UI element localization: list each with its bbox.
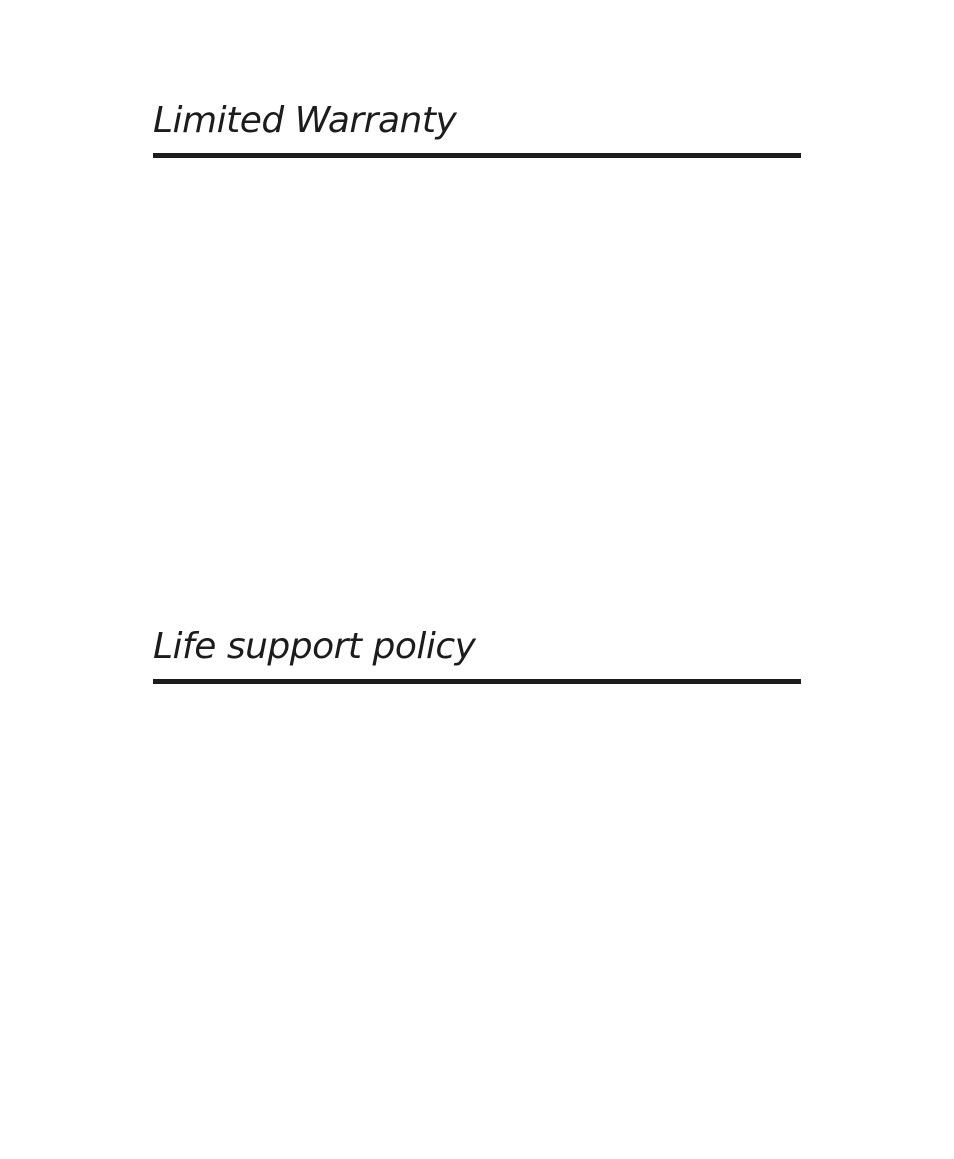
limited-warranty-section xyxy=(153,96,801,158)
life-support-policy-divider xyxy=(153,679,801,684)
limited-warranty-heading: Limited Warranty xyxy=(153,100,457,141)
life-support-policy-heading: Life support policy xyxy=(153,626,476,667)
life-support-policy-section xyxy=(153,622,801,684)
limited-warranty-divider xyxy=(153,153,801,158)
